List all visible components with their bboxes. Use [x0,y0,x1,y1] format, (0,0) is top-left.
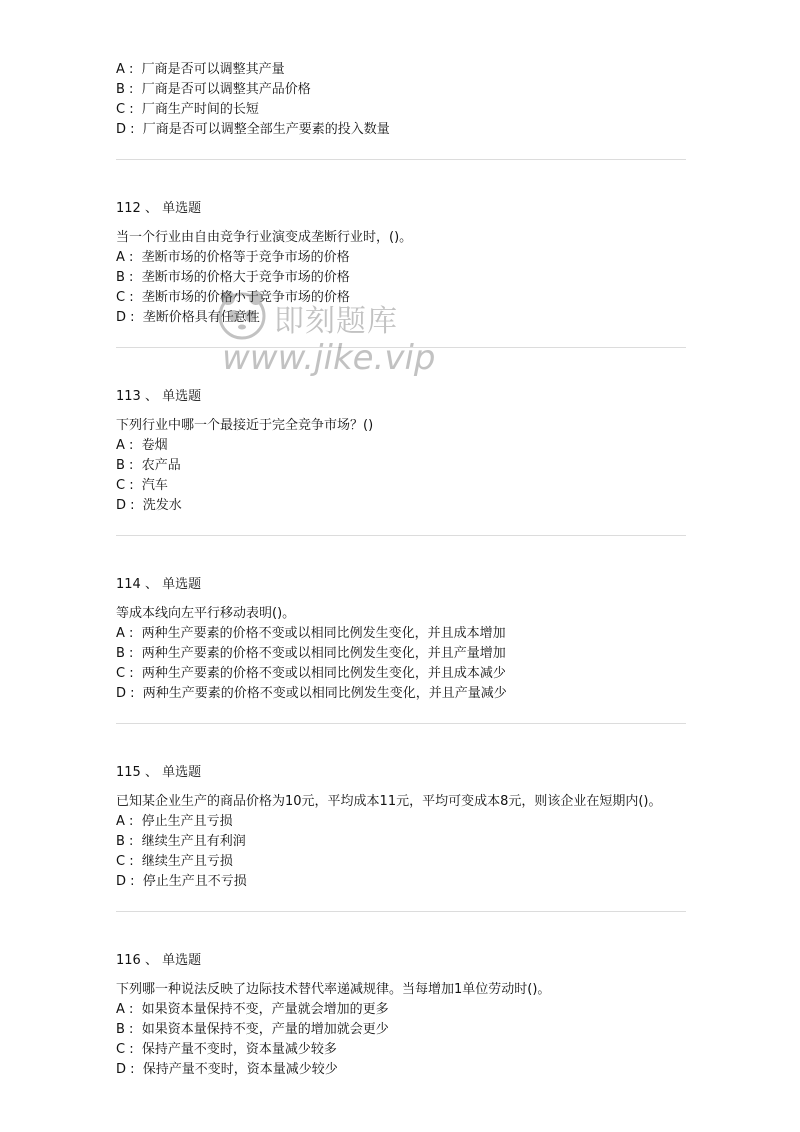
divider [116,159,686,160]
divider [116,347,686,348]
option-c: C : 保持产量不变时，资本量减少较多 [116,1042,337,1057]
option-c: C : 汽车 [116,478,168,493]
option-c: C : 两种生产要素的价格不变或以相同比例发生变化，并且成本减少 [116,666,506,681]
option-d: D : 两种生产要素的价格不变或以相同比例发生变化，并且产量减少 [116,686,507,701]
option-a: A : 卷烟 [116,438,168,453]
option-d: D : 垄断价格具有任意性 [116,310,260,325]
option-a: A : 如果资本量保持不变，产量就会增加的更多 [116,1002,389,1017]
option-b: B : 继续生产且有利润 [116,834,246,849]
question-stem: 下列行业中哪一个最接近于完全竞争市场？() [116,418,374,433]
question-stem: 等成本线向左平行移动表明()。 [116,606,296,621]
option-c: C : 厂商生产时间的长短 [116,102,259,117]
question-header: 116 、 单选题 [116,953,202,968]
question-111-options [116,60,686,140]
question-stem: 当一个行业由自由竞争行业演变成垄断行业时，()。 [116,230,413,245]
question-112 [116,199,686,328]
question-header: 113 、 单选题 [116,389,202,404]
watermark-brand: 即刻题库 [274,304,398,339]
option-b: B : 厂商是否可以调整其产品价格 [116,82,311,97]
exam-page [116,60,686,1080]
question-stem: 已知某企业生产的商品价格为10元，平均成本11元，平均可变成本8元，则该企业在短期内()。 [116,794,662,809]
option-c: C : 继续生产且亏损 [116,854,233,869]
option-d: D : 厂商是否可以调整全部生产要素的投入数量 [116,122,390,137]
question-header: 115 、 单选题 [116,765,202,780]
option-d: D : 保持产量不变时，资本量减少较少 [116,1062,338,1077]
option-a: A : 厂商是否可以调整其产量 [116,62,285,77]
question-116 [116,951,686,1080]
divider [116,723,686,724]
option-d: D : 停止生产且不亏损 [116,874,247,889]
question-header: 114 、 单选题 [116,577,202,592]
question-113 [116,387,686,516]
question-114 [116,575,686,704]
option-b: B : 农产品 [116,458,181,473]
divider [116,911,686,912]
question-stem: 下列哪一种说法反映了边际技术替代率递减规律。当每增加1单位劳动时()。 [116,982,551,997]
question-header: 112 、 单选题 [116,201,202,216]
option-b: B : 如果资本量保持不变，产量的增加就会更少 [116,1022,389,1037]
watermark-url: www.jike.vip [222,338,436,378]
option-a: A : 两种生产要素的价格不变或以相同比例发生变化，并且成本增加 [116,626,506,641]
option-a: A : 垄断市场的价格等于竞争市场的价格 [116,250,350,265]
option-b: B : 垄断市场的价格大于竞争市场的价格 [116,270,350,285]
option-d: D : 洗发水 [116,498,182,513]
divider [116,535,686,536]
option-c: C : 垄断市场的价格小于竞争市场的价格 [116,290,350,305]
option-b: B : 两种生产要素的价格不变或以相同比例发生变化，并且产量增加 [116,646,506,661]
option-a: A : 停止生产且亏损 [116,814,233,829]
question-115 [116,763,686,892]
